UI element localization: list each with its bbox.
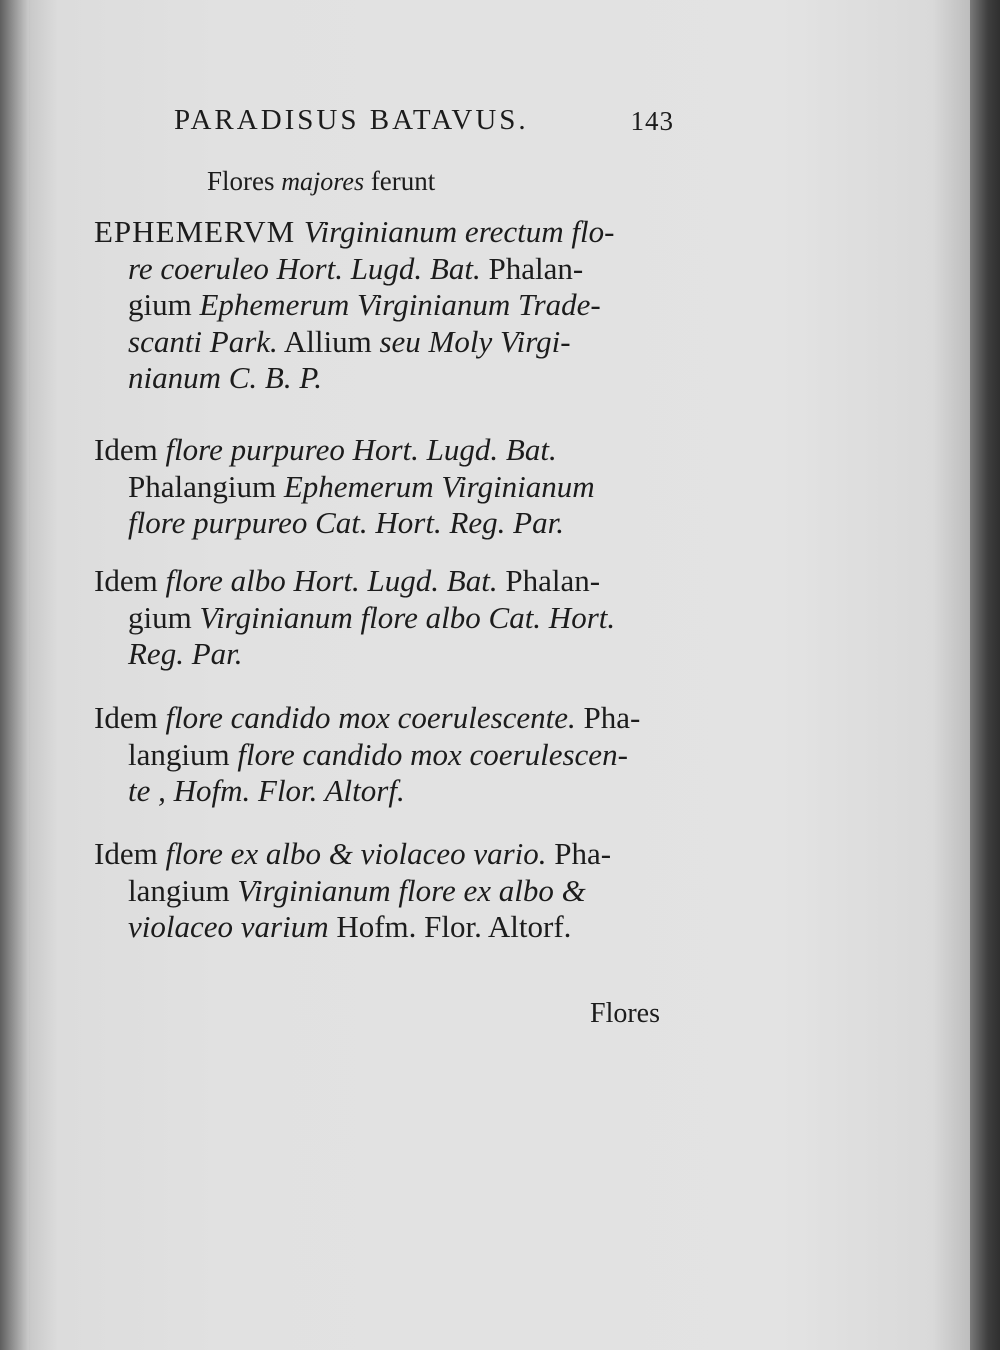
roman-text: Idem <box>94 700 166 735</box>
entry-flore-candido <box>94 700 678 810</box>
italic-text: flore candido mox coerulescen- <box>237 736 628 772</box>
entry-line <box>94 360 678 397</box>
roman-text: Allium <box>277 323 380 359</box>
section-heading-italic: majores <box>281 167 365 196</box>
section-heading-prefix: Flores <box>207 166 275 196</box>
italic-text: Ephemerum Virginianum <box>283 468 595 504</box>
italic-text: violaceo varium <box>128 909 329 945</box>
italic-text: flore candido mox coerulescente. <box>165 700 576 735</box>
italic-text: flore purpureo Cat. Hort. Reg. Par. <box>128 505 564 541</box>
entry-flore-ex-albo-violaceo <box>94 836 678 946</box>
roman-text: Hofm. Flor. Altorf. <box>328 909 572 945</box>
italic-text: Virginianum flore albo Cat. Hort. <box>199 599 616 635</box>
roman-text: Idem <box>94 563 166 598</box>
entry-line <box>94 324 678 361</box>
italic-text: flore purpureo Hort. Lugd. Bat. <box>165 432 557 467</box>
roman-text: Phalan- <box>497 563 601 598</box>
roman-text: Idem <box>94 432 166 467</box>
italic-text: seu Moly Virgi- <box>379 323 571 359</box>
entry-line <box>94 836 678 873</box>
italic-text: re coeruleo Hort. Lugd. Bat. <box>128 250 481 286</box>
entry-line <box>94 600 678 637</box>
page-number: 143 <box>630 106 674 136</box>
entry-line <box>94 432 678 469</box>
scan-background-edge <box>970 0 1000 1350</box>
section-heading <box>207 166 435 197</box>
roman-text: Phalan- <box>480 250 584 286</box>
entry-line <box>94 469 678 506</box>
section-heading-suffix: ferunt <box>370 166 436 196</box>
roman-text: langium <box>128 872 238 908</box>
entry-line <box>94 700 678 737</box>
page-header <box>174 104 674 144</box>
italic-text: te , Hofm. Flor. Altorf. <box>128 773 405 809</box>
entry-line <box>94 773 678 810</box>
entry-flore-albo <box>94 563 678 673</box>
entry-line <box>94 737 678 774</box>
roman-text: Phalangium <box>128 468 284 504</box>
entry-flore-purpureo <box>94 432 678 542</box>
entry-line <box>94 563 678 600</box>
roman-text: Pha- <box>575 700 641 735</box>
italic-text: flore ex albo & violaceo vario. <box>165 836 547 871</box>
catchword: Flores <box>590 998 660 1029</box>
entry-line <box>94 636 678 673</box>
italic-text: flore albo Hort. Lugd. Bat. <box>165 563 498 598</box>
italic-text: Ephemerum Virginianum Trade- <box>199 287 601 323</box>
roman-text: EPHEMERVM <box>94 214 304 249</box>
page <box>30 0 970 1350</box>
italic-text: Virginianum flore ex albo & <box>237 872 586 908</box>
entry-line <box>94 873 678 910</box>
entry-line <box>94 214 678 251</box>
entry-ephemerum-virginianum <box>94 214 678 397</box>
entry-line <box>94 505 678 542</box>
roman-text: gium <box>128 287 200 323</box>
roman-text: Idem <box>94 836 166 871</box>
italic-text: scanti Park. <box>128 323 278 359</box>
running-title: PARADISUS BATAVUS. <box>174 104 529 136</box>
roman-text: Pha- <box>546 836 612 871</box>
italic-text: Virginianum erectum flo- <box>303 214 615 249</box>
italic-text: Reg. Par. <box>128 636 243 672</box>
entry-line <box>94 909 678 946</box>
roman-text: gium <box>128 599 200 635</box>
italic-text: nianum C. B. P. <box>128 360 323 396</box>
entry-line <box>94 251 678 288</box>
roman-text: langium <box>128 736 238 772</box>
entry-line <box>94 287 678 324</box>
